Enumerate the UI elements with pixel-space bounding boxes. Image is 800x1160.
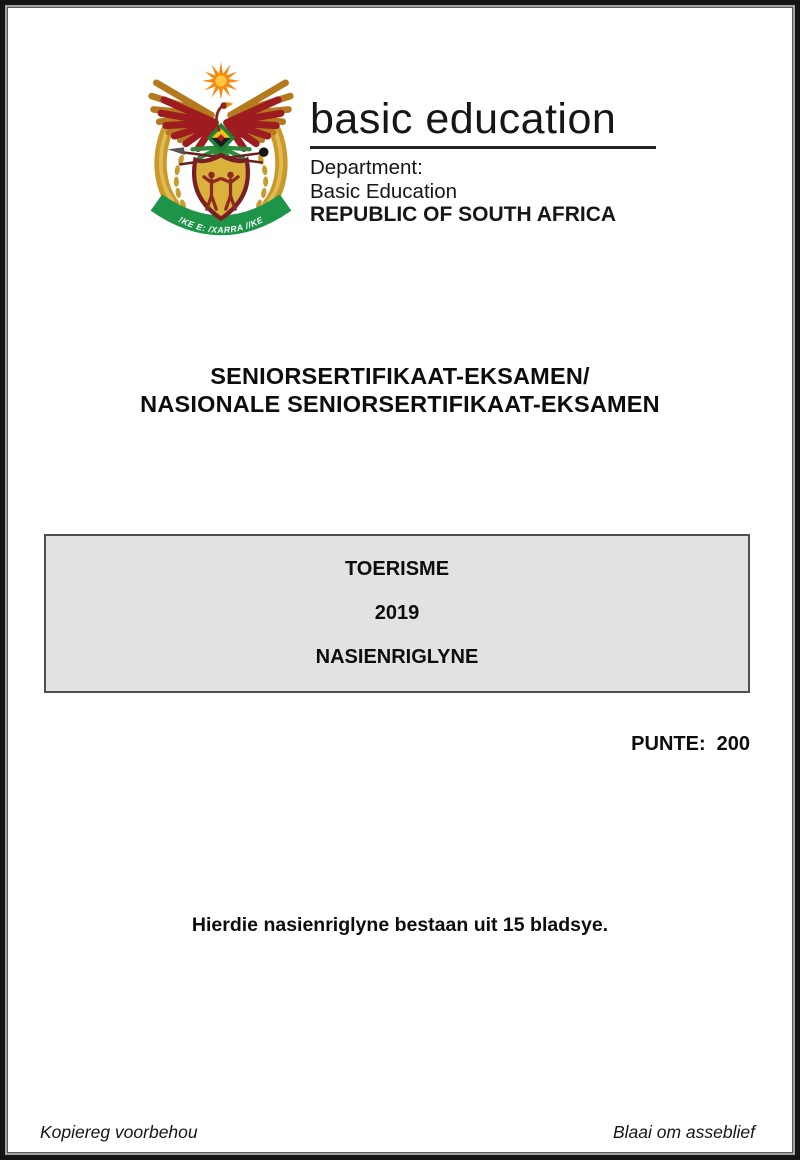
brand-divider (310, 146, 656, 149)
department-header (310, 96, 670, 227)
document-type: NASIENRIGLYNE (315, 646, 479, 668)
marks-total (631, 733, 750, 756)
turn-over-instruction: Blaai om asseblief (612, 1122, 755, 1142)
department-label: Department: (310, 156, 423, 179)
page-count-note: Hierdie nasienriglyne bestaan uit 15 bladsye. (191, 914, 609, 936)
exam-title (0, 362, 800, 418)
brand-wordmark: basic education (310, 95, 617, 143)
marks-label: PUNTE: (631, 733, 706, 755)
exam-title-line2: NASIONALE SENIORSERTIFIKAAT-EKSAMEN (140, 391, 660, 417)
copyright-notice: Kopiereg voorbehou (40, 1122, 198, 1142)
subject-name: TOERISME (344, 558, 450, 580)
department-name: Basic Education (310, 179, 458, 203)
coat-of-arms-icon (142, 60, 300, 250)
sun-icon (202, 62, 240, 100)
subject-box (44, 534, 750, 693)
country-name: REPUBLIC OF SOUTH AFRICA (310, 203, 617, 226)
exam-year: 2019 (374, 602, 420, 624)
marks-value: 200 (716, 733, 750, 755)
motto-text: !KE E: /XARRA //KE (177, 214, 265, 235)
exam-title-line1: SENIORSERTIFIKAAT-EKSAMEN/ (210, 363, 590, 389)
shield (194, 155, 248, 219)
